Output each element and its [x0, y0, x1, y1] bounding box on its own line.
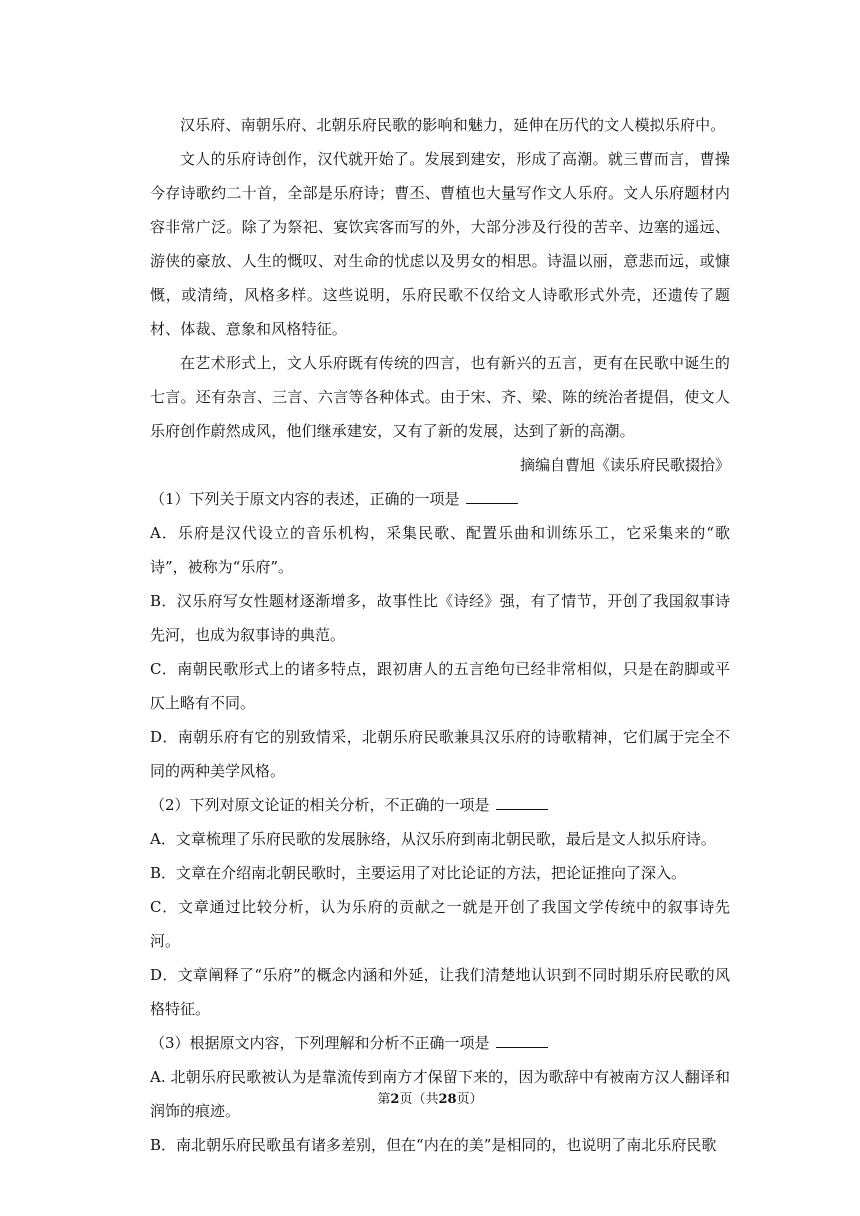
page-number: 2	[390, 1092, 400, 1107]
question-2-stem	[150, 788, 730, 822]
paragraph-1: 汉乐府、南朝乐府、北朝乐府民歌的影响和魅力，延伸在历代的文人模拟乐府中。	[180, 116, 726, 134]
footer-suffix: 页）	[456, 1092, 483, 1107]
question-2-option-c: C．文章通过比较分析，认为乐府的贡献之一就是开创了我国文学传统中的叙事诗先河。	[150, 898, 730, 950]
total-pages: 28	[438, 1092, 457, 1107]
footer-middle: 页（共	[399, 1092, 439, 1107]
question-1-option-c: C．南朝民歌形式上的诸多特点，跟初唐人的五言绝句已经非常相似，只是在韵脚或平仄上略有不同。	[150, 660, 730, 712]
answer-blank-2	[496, 795, 548, 810]
paragraph-3: 在艺术形式上，文人乐府既有传统的四言，也有新兴的五言，更有在民歌中诞生的七言。还有杂言、三言、六言等各种体式。由于宋、齐、梁、陈的统治者提倡，使文人乐府创作蔚然成风，他们继承建安，又有了新的发展，达到了新的高潮。	[150, 354, 730, 440]
question-2-option-b: B．文章在介绍南北朝民歌时，主要运用了对比论证的方法，把论证推向了深入。	[150, 864, 687, 882]
question-2-text: （2）下列对原文论证的相关分析，不正确的一项是	[150, 796, 490, 814]
footer-prefix: 第	[377, 1092, 391, 1107]
citation: 摘编自曹旭《读乐府民歌掇拾》	[519, 456, 730, 474]
question-1-text: （1）下列关于原文内容的表述，正确的一项是	[150, 490, 460, 508]
question-1-option-a: A．乐府是汉代设立的音乐机构，采集民歌、配置乐曲和训练乐工，它采集来的“歌诗”，被称为“乐府”。	[150, 524, 730, 576]
paragraph-2: 文人的乐府诗创作，汉代就开始了。发展到建安，形成了高潮。就三曹而言，曹操今存诗歌约二十首，全部是乐府诗；曹丕、曹植也大量写作文人乐府。文人乐府题材内容非常广泛。除了为祭祀、宴饮宾客而写的外，大部分涉及行役的苦辛、边塞的遥远、游侠的豪放、人生的慨叹、对生命的忧虑以及男女的相思。诗温以丽，意悲而远，或慷慨，或清绮，风格多样。这些说明，乐府民歌不仅给文人诗歌形式外壳，还遗传了题材、体裁、意象和风格特征。	[150, 150, 730, 338]
question-1-option-b: B．汉乐府写女性题材逐渐增多，故事性比《诗经》强，有了情节，开创了我国叙事诗先河，也成为叙事诗的典范。	[150, 592, 730, 644]
question-1-stem	[150, 482, 730, 516]
question-1-option-d: D．南朝乐府有它的别致情采，北朝乐府民歌兼具汉乐府的诗歌精神，它们属于完全不同的两种美学风格。	[150, 728, 730, 780]
question-3-stem	[150, 1026, 730, 1060]
question-3-option-b: B．南北朝乐府民歌虽有诸多差别，但在“内在的美”是相同的，也说明了南北乐府民歌	[150, 1136, 717, 1154]
question-3-option-a: A. 北朝乐府民歌被认为是靠流传到南方才保留下来的，因为歌辞中有被南方汉人翻译和润饰的痕迹。	[150, 1068, 730, 1120]
question-2-option-d: D．文章阐释了“乐府”的概念内涵和外延，让我们清楚地认识到不同时期乐府民歌的风格特征。	[150, 966, 730, 1018]
question-3-text: （3）根据原文内容，下列理解和分析不正确一项是	[150, 1034, 490, 1052]
answer-blank-3	[496, 1033, 548, 1048]
page-footer	[0, 1088, 860, 1107]
answer-blank-1	[466, 489, 518, 504]
question-2-option-a: A．文章梳理了乐府民歌的发展脉络，从汉乐府到南北朝民歌，最后是文人拟乐府诗。	[150, 830, 716, 848]
document-body	[150, 108, 730, 1162]
